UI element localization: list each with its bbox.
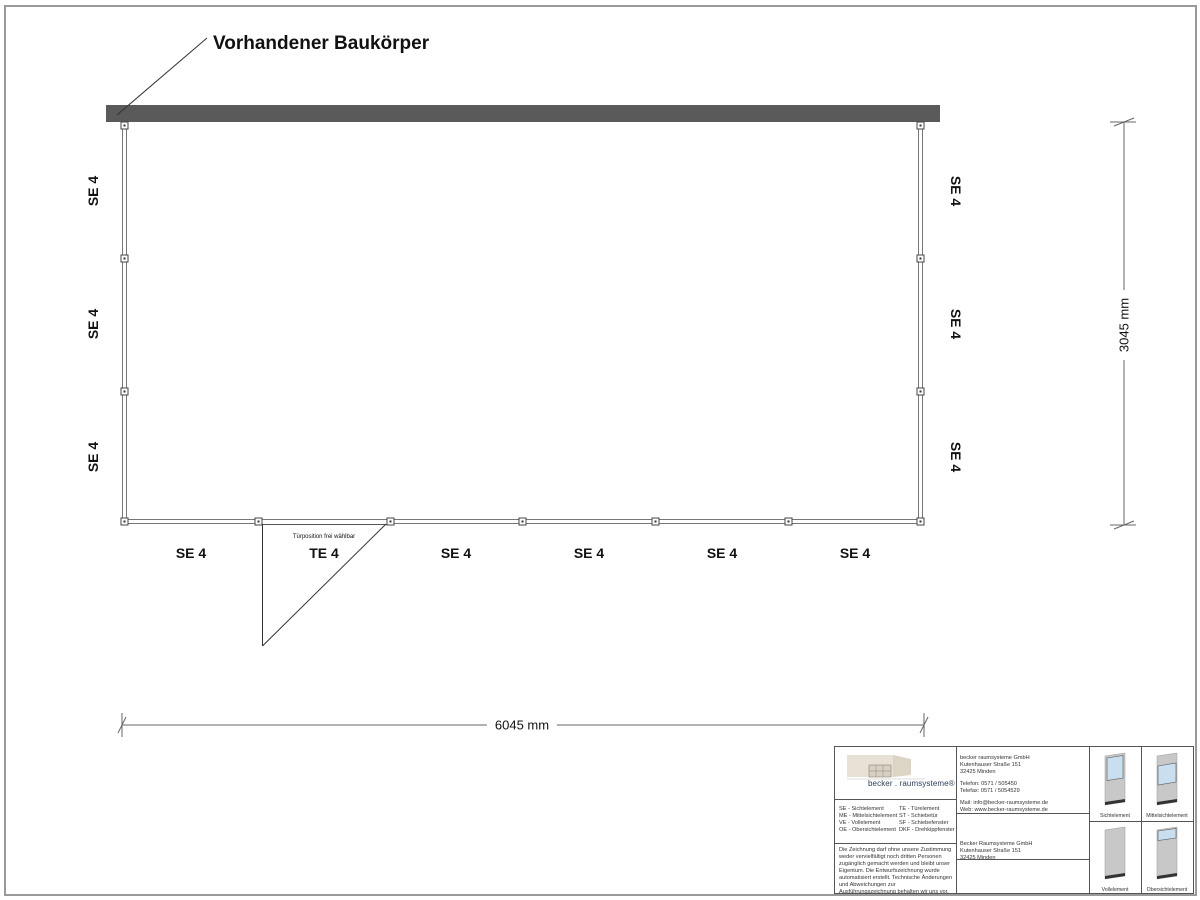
title-block [834,746,1194,894]
depth-dimension-label: 3045 mm [1117,290,1132,360]
wall-label-front-5: SE 4 [706,545,738,561]
element-type-sichtelement [1089,747,1141,821]
title-block-address-column [956,747,1090,893]
company-web[interactable]: Web: www.becker-raumsysteme.de [960,806,1048,813]
wall-label-front-3: SE 4 [440,545,472,561]
existing-building [106,105,940,122]
divider [956,859,1089,860]
legend-item: ME - Mittelsichtelement [839,812,898,819]
connector-dots [124,125,922,523]
sichtelement-icon [1103,752,1127,808]
wall-label-left-1: SE 4 [85,175,101,207]
legend-item: OE - Obersichtelement [839,826,896,833]
company-mail[interactable]: Mail: info@becker-raumsysteme.de [960,799,1049,806]
element-type-obersichtelement [1141,821,1193,895]
element-caption: Obersichtelement [1146,886,1188,893]
connectors [121,122,924,525]
wall-label-front-1: SE 4 [175,545,207,561]
wall-label-right-2: SE 4 [948,308,964,340]
legend-item: VE - Vollelement [839,819,881,826]
company-address [960,755,1088,814]
logo-text: becker . raumsysteme® [868,779,955,788]
obersichtelement-icon [1155,826,1179,882]
logo-graphic-icon [835,747,956,799]
customer-name: Becker Raumsysteme GmbH [960,841,1033,847]
width-dimension-label: 6045 mm [487,718,557,733]
element-caption: Mittelsichtelement [1146,812,1188,819]
legend-item: TE - Türelement [899,806,940,812]
wall-label-front-door: TE 4 [309,545,339,561]
vollelement-icon [1103,826,1127,882]
legend-item: DKF - Drehkippfenster [899,826,955,833]
title-block-left-column [835,747,957,893]
wall-label-front-4: SE 4 [573,545,605,561]
customer-street: Kutenhauser Straße 151 [960,847,1021,854]
wall-label-right-3: SE 4 [948,441,964,473]
legend-item: ST - Schiebetür [899,812,938,819]
company-fax: Telefax: 0571 / 5054529 [960,787,1020,794]
customer-city: 32425 Minden [960,854,996,861]
element-type-mittelsichtelement [1141,747,1193,821]
legend-item: SE - Sichtelement [839,806,884,812]
element-type-vollelement [1089,821,1141,895]
logo [835,747,956,800]
disclaimer-text: Die Zeichnung darf ohne unsere Zustimmung weder vervielfältigt noch dritten Personen zugänglich gemacht werden und bleibt unser Eigentum. Die Entwurfszeichnung wurde automatisiert erstellt. Technische Änderungen und Abweichungen zur Ausführungszeichnung behalten wir uns vor. [839,847,953,895]
element-types-grid [1089,747,1193,893]
company-phone: Telefon: 0571 / 505450 [960,780,1017,787]
wall-label-left-3: SE 4 [85,441,101,473]
door-swing [263,524,387,646]
element-caption: Sichtelement [1100,812,1130,819]
abbreviation-legend [835,800,956,844]
element-caption: Vollelement [1101,886,1129,893]
right-wall [919,127,923,522]
company-street: Kutenhauser Straße 151 [960,761,1021,768]
mittelsichtelement-icon [1155,752,1179,808]
left-wall [123,127,127,522]
legend-item: SF - Schiebefenster [899,819,949,826]
divider [956,813,1089,814]
wall-label-left-2: SE 4 [85,308,101,340]
door-position-note: Türposition frei wählbar [292,534,356,540]
leader-line [117,38,207,115]
company-name: becker raumsysteme GmbH [960,755,1030,761]
company-city: 32425 Minden [960,768,996,775]
existing-building-label: Vorhandener Baukörper [213,33,430,54]
wall-label-front-6: SE 4 [839,545,871,561]
wall-label-right-1: SE 4 [948,175,964,207]
